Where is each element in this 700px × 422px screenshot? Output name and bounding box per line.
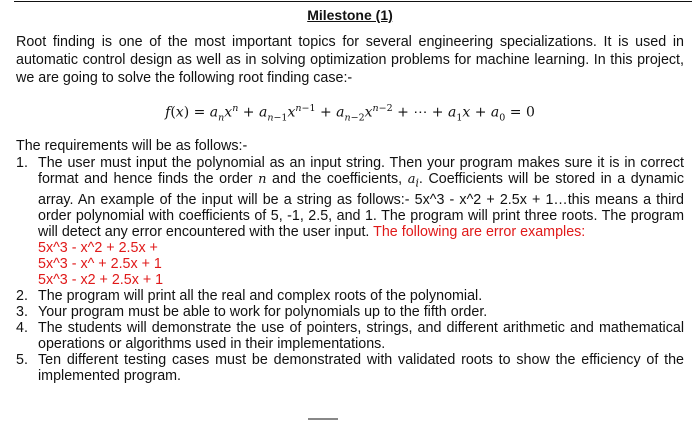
error-examples-heading: The following are error examples:: [373, 223, 586, 240]
item-text: Your program must be able to work for polynomials up to the fifth order.: [38, 303, 488, 320]
item-text: . Coefficients will be stored in a dynamic array. An example of the input will be a string as follows:-: [38, 171, 685, 208]
error-example: 5x^3 - x^2 + 2.5x +: [38, 239, 158, 256]
item-number: 2.: [16, 287, 28, 304]
list-item: [16, 304, 684, 320]
example-text: 5x^3 - x^2 + 2.5x + 1…this means a third order polynomial with coefficients of 5, -1, 2.5, and 1. The program will print three roots. The program will detect any error encountered with the user input.: [38, 191, 684, 240]
list-item: [16, 320, 684, 352]
item-number: 1.: [16, 155, 28, 171]
list-item: [16, 352, 684, 384]
var-n: n: [258, 172, 267, 187]
item-text: and the coefficients,: [272, 171, 403, 187]
equation-equals-zero: = 0: [509, 104, 535, 121]
var-ai: $a_i$: [407, 172, 419, 190]
list-item: [16, 288, 684, 304]
intro-paragraph: Root finding is one of the most important topics for several engineering specializations. It is used in automatic control design as well as in solving optimization problems for machine learning. In this project, we are going to solve the following root finding case:-: [16, 34, 684, 86]
document-title: Milestone (1): [307, 7, 393, 23]
item-number: 4.: [16, 319, 28, 336]
error-example: 5x^3 - x2 + 2.5x + 1: [38, 271, 164, 288]
item-text: Ten different testing cases must be demonstrated with validated roots to show the efficiency of the implemented program.: [38, 351, 684, 384]
requirements-list: [16, 155, 684, 384]
item-text: The user must input the polynomial as an input string. Then your program makes sure it is in correct format and hence finds the order: [38, 155, 684, 187]
item-text: The program will print all the real and complex roots of the polynomial.: [38, 287, 483, 304]
polynomial-equation: $f(x) = a_nx^n + a_{n-1}x^{n-1} + a_{n-2}x^{n-2}$ + ⋯ + $a_1x + a_0 = 0$: [165, 103, 535, 124]
item-number: 5.: [16, 351, 28, 368]
requirements-heading: The requirements will be as follows:-: [16, 138, 248, 154]
item-text: The students will demonstrate the use of pointers, strings, and different arithmetic and mathematical operations or algorithms used in their implementations.: [38, 319, 684, 352]
list-item: [16, 155, 684, 288]
cut-off-text-fragment: [308, 416, 398, 422]
error-example: 5x^3 - x^ + 2.5x + 1: [38, 255, 162, 272]
top-rule: [14, 1, 692, 2]
item-number: 3.: [16, 303, 28, 320]
